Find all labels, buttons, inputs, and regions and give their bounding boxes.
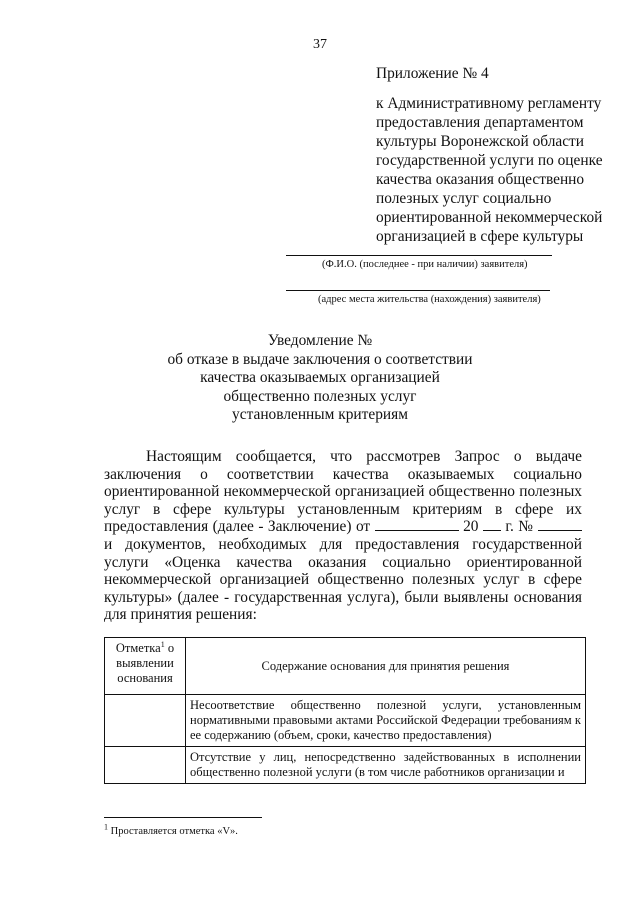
appendix-line: к Административному регламенту xyxy=(376,95,602,112)
number-sign: № xyxy=(518,518,534,536)
mark-cell xyxy=(105,747,186,784)
footnote-marker: 1 xyxy=(104,822,108,832)
year-blank xyxy=(483,518,501,531)
grounds-table xyxy=(104,637,586,784)
table-row xyxy=(105,695,586,747)
appendix-line: предоставления департаментом xyxy=(376,114,584,131)
content-cell: Несоответствие общественно полезной услуги, установленным нормативными правовыми актами Российской Федерации требованиям к ее содержанию (объем, сроки, качество предоставления) xyxy=(186,695,586,747)
content-cell: Отсутствие у лиц, непосредственно задействованных в исполнении общественно полезной услуги (в том числе работников организации и xyxy=(186,747,586,784)
notice-title-line: качества оказываемых организацией xyxy=(200,369,440,386)
year-prefix: 20 xyxy=(463,518,479,536)
appendix-line: культуры Воронежской области xyxy=(376,133,585,150)
body-paragraph xyxy=(104,448,582,624)
page-number: 37 xyxy=(313,37,327,52)
applicant-name-line xyxy=(286,255,552,256)
notice-title-line: Уведомление № xyxy=(267,332,373,349)
mark-cell xyxy=(105,695,186,747)
appendix-line: ориентированной некоммерческой xyxy=(376,209,603,226)
footnote-ref: 1 xyxy=(160,639,165,649)
applicant-address-line xyxy=(286,290,550,291)
header-content-cell: Содержание основания для принятия решения xyxy=(186,638,586,695)
footnote-text: Проставляется отметка «V». xyxy=(108,826,238,837)
appendix-line: государственной услуги по оценке xyxy=(376,152,603,169)
footnote-divider xyxy=(104,817,262,818)
body-text-part-2: и документов, необходимых для предоставления государственной услуги «Оценка качества оказания социально ориентированной некоммерческой организацией общественно полезных услуг в сфере культуры» (далее - государственная услуга), были выявлены основания для принятия решения: xyxy=(104,535,582,624)
number-blank xyxy=(538,518,582,531)
appendix-line: качества оказания общественно xyxy=(376,171,585,188)
date-blank xyxy=(375,518,459,531)
appendix-header xyxy=(376,64,616,246)
applicant-address-caption: (адрес места жительства (нахождения) заявителя) xyxy=(318,294,541,305)
year-suffix: г. xyxy=(505,518,514,536)
notice-title-line: общественно полезных услуг xyxy=(223,387,417,405)
applicant-name-caption: (Ф.И.О. (последнее - при наличии) заявителя) xyxy=(322,259,528,270)
notice-title-line: об отказе в выдаче заключения о соответствии xyxy=(167,350,473,368)
table-row xyxy=(105,747,586,784)
header-mark-cell: Отметка$^1$ о выявлении основания xyxy=(105,638,186,695)
appendix-title: Приложение № 4 xyxy=(376,65,489,82)
table-header-row xyxy=(105,638,586,695)
appendix-line: организацией в сфере культуры xyxy=(376,228,584,245)
notice-title-line: установленным критериям xyxy=(232,406,408,423)
notice-title xyxy=(0,332,640,425)
body-text-part-1: Настоящим сообщается, что рассмотрев Запрос о выдаче заключения о соответствии качества оказываемых социально ориентированной некоммерческой организацией общественно полезных услуг в сфере культуры установленным критериям в сфере их предоставления (далее - Заключение) от xyxy=(104,448,582,536)
footnote xyxy=(104,822,238,837)
appendix-line: полезных услуг социально xyxy=(376,190,552,207)
